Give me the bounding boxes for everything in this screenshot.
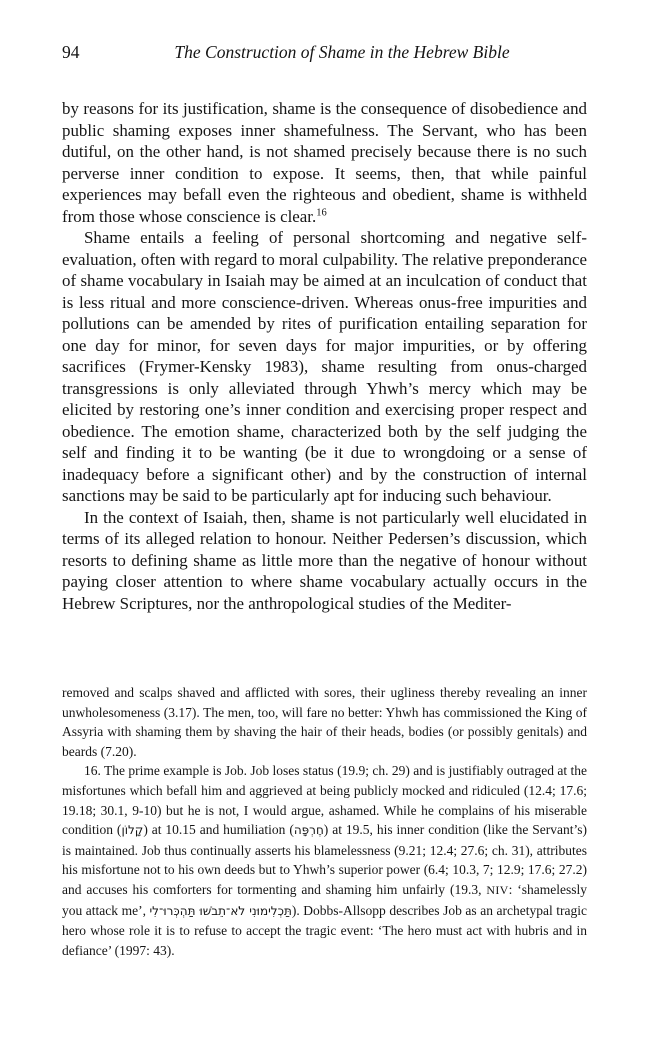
- paragraph-1-text: by reasons for its justification, shame is the consequence of disobedience and public shaming exposes inner shamefulness. The Servant, who has been dutiful, on the other hand, is not shamed precisely because there is no such perverse inner condition to expose. It seems, then, that while painful experiences may befall even the righteous and obedient, shame is withheld from those whose conscience is clear.: [62, 99, 587, 226]
- footnote-16-part-a: 16. The prime example is Job. Job loses status (19.9; ch. 29) and is justifiably outraged at the misfortunes which befall him and aggrieved at being publicly mocked and ridiculed (12.4; 17.6; 19.18; 30.1, 9-10) but he is not, I would argue, ashamed. While he complains of his miserable condition (: [62, 763, 587, 838]
- footnote-ref-16: 16: [316, 206, 327, 218]
- running-title: The Construction of Shame in the Hebrew Bible: [174, 42, 510, 62]
- hebrew-word-qalon: קָלוֹן: [121, 823, 144, 838]
- footnote-16: [62, 761, 587, 960]
- footnotes: [62, 683, 587, 960]
- paragraph-2: Shame entails a feeling of personal shortcoming and negative self-evaluation, often with regard to moral culpability. The relative preponderance of shame vocabulary in Isaiah may be aimed at an inculcation of conduct that is less ritual and more conscience-driven. Whereas onus-free impurities and pollutions can be amended by rites of purification entailing separation for one day for minor, for seven days for major impurities, or by offering sacrifices (Frymer-Kensky 1983), shame resulting from onus-charged transgressions is only alleviated through Yhwh’s mercy which may be elicited by restoring one’s inner condition and exercising proper respect and obedience. The emotion shame, characterized both by the self judging the self and finding it to be wanting (be it due to wrongdoing or a sense of inadequacy before a significant other) and by the construction of internal sanctions may be said to be particularly apt for inducing such behaviour.: [62, 228, 587, 505]
- footnote-continuation: removed and scalps shaved and afflicted with sores, their ugliness thereby revealing an inner unwholesomeness (3.17). The men, too, will fare no better: Yhwh has commissioned the King of Assyria with shaming them by shaving the hair of their heads, bodies (or possibly genitals) and beards (7.20).: [62, 685, 587, 759]
- paragraph-1: [62, 98, 587, 227]
- page-header: [62, 42, 588, 68]
- page-number: 94: [62, 42, 80, 62]
- footnote-16-part-c: ) at 19.5, his inner condition (like the Servant’s) is maintained. Job thus continually asserts his blamelessness (9.21; 12.4; 27.6; ch. 31), attributes his misfortune not to his own deeds but to Yhwh’s superior power (6.4; 10.3, 7; 12.9; 17.6; 27.2) and accuses his comforters for tormenting and shaming him unfairly (19.3,: [62, 822, 587, 897]
- footnote-16-part-b: ) at 10.15 and humiliation (: [143, 822, 294, 838]
- main-text: [62, 98, 587, 614]
- footnote-16-part-d: : ‘shamelessly you attack me’,: [62, 881, 587, 918]
- hebrew-word-cherpah: חֶרְפָּה: [293, 823, 324, 838]
- footnote-16-part-e: ). Dobbs-Allsopp describes Job as an archetypal tragic hero whose role it is to refuse to accept the tragic event: ‘The hero must act with hubris and in defiance’ (1997: 43).: [62, 902, 587, 958]
- hebrew-quote-job-19-3: תַּכְלִימוּנִי לֹא־תֵבֹשׁוּ תַּהְכְּרוּ־לִי: [149, 903, 292, 918]
- niv-abbreviation: NIV: [486, 882, 509, 897]
- paragraph-3: In the context of Isaiah, then, shame is not particularly well elucidated in terms of its alleged relation to honour. Neither Pedersen’s discussion, which resorts to defining shame as little more than the negative of honour without paying closer attention to where shame vocabulary actually occurs in the Hebrew Scriptures, nor the anthropological studies of the Mediter-: [62, 507, 587, 613]
